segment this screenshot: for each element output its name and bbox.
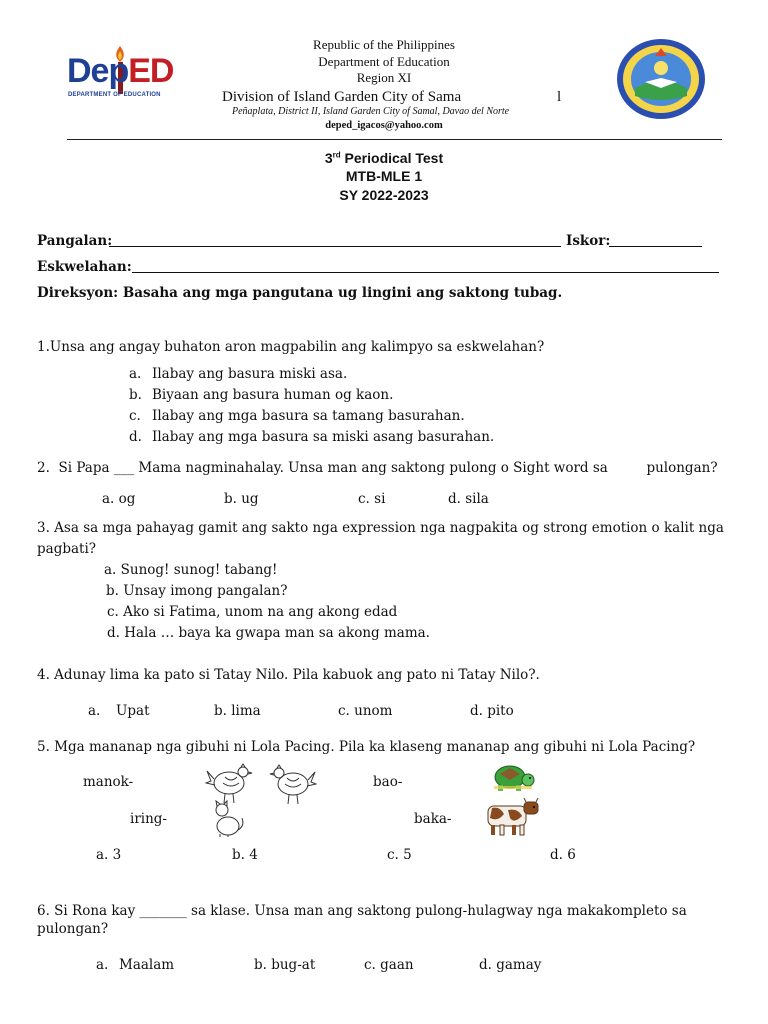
question-6-line-1: 6. Si Rona kay _______ sa klase. Unsa man ang saktong pulong-hulagway nga makakompleto sa xyxy=(37,903,687,919)
question-4: 4. Adunay lima ka pato si Tatay Nilo. Pila kabuok ang pato ni Tatay Nilo?. xyxy=(37,667,540,683)
school-field[interactable] xyxy=(132,272,719,273)
q3-option-a: a. Sunog! sunog! tabang! xyxy=(104,562,278,578)
q2-option-c: c. si xyxy=(358,491,386,507)
header-division: Division of Island Garden City of Sama xyxy=(222,89,462,105)
q4-option-d: d. pito xyxy=(470,703,514,719)
question-6-line-2: pulongan? xyxy=(37,921,109,937)
test-school-year: SY 2022-2023 xyxy=(339,187,429,203)
q2-option-b: b. ug xyxy=(224,491,259,507)
score-field[interactable] xyxy=(609,246,702,247)
q3-option-d: d. Hala … baya ka gwapa man sa akong mama. xyxy=(107,625,430,641)
q1-option-d-letter: d. xyxy=(129,429,142,445)
deped-logo-subtitle: DEPARTMENT OF EDUCATION xyxy=(68,92,161,98)
q5-option-d: d. 6 xyxy=(550,847,576,863)
test-subject: MTB-MLE 1 xyxy=(345,168,423,184)
header-address: Peñaplata, District II, Island Garden City of Samal, Davao del Norte xyxy=(232,106,510,117)
q1-option-a-letter: a. xyxy=(129,366,142,382)
q5-option-a: a. 3 xyxy=(96,847,122,863)
header-email: deped_igacos@yahoo.com xyxy=(325,120,443,131)
q1-option-d: Ilabay ang mga basura sa miski asang basurahan. xyxy=(152,429,495,445)
turtle-icon xyxy=(490,760,536,794)
q4-option-b: b. lima xyxy=(214,703,261,719)
q6-option-c: c. gaan xyxy=(364,957,414,973)
deped-logo-text: DepED xyxy=(67,52,174,90)
header-department: Department of Education xyxy=(318,54,450,69)
q3-option-c: c. Ako si Fatima, unom na ang akong edad xyxy=(107,604,398,620)
q6-option-a: Maalam xyxy=(119,957,175,973)
q1-option-c: Ilabay ang mga basura sa tamang basurahan. xyxy=(152,408,465,424)
header-republic: Republic of the Philippines xyxy=(313,37,455,52)
header-region: Region XI xyxy=(356,70,412,85)
q6-option-a-letter: a. xyxy=(96,957,109,973)
q2-option-a: a. og xyxy=(102,491,136,507)
cat-icon xyxy=(210,800,246,838)
score-label: Iskor: xyxy=(566,233,611,249)
q5-label-iring: iring- xyxy=(130,811,167,827)
cow-icon xyxy=(484,796,544,836)
chicken-icon xyxy=(205,763,253,805)
q5-label-bao: bao- xyxy=(373,774,403,790)
q6-option-d: d. gamay xyxy=(479,957,542,973)
q1-option-a: Ilabay ang basura miski asa. xyxy=(152,366,348,382)
q2-option-d: d. sila xyxy=(448,491,489,507)
name-field[interactable] xyxy=(109,246,561,247)
q4-option-a: Upat xyxy=(116,703,150,719)
school-label: Eskwelahan: xyxy=(37,259,132,275)
q3-option-b: b. Unsay imong pangalan? xyxy=(106,583,288,599)
header-divider xyxy=(67,139,722,140)
question-3-line-1: 3. Asa sa mga pahayag gamit ang sakto nga expression nga nagpakita og strong emotion o kalit nga xyxy=(37,520,724,536)
q5-option-b: b. 4 xyxy=(232,847,258,863)
question-5: 5. Mga mananap nga gibuhi ni Lola Pacing. Pila ka klaseng mananap ang gibuhi ni Lola Pacing? xyxy=(37,739,696,755)
test-title: 3rd Periodical Test xyxy=(324,150,444,166)
q5-option-c: c. 5 xyxy=(387,847,412,863)
q5-label-baka: baka- xyxy=(414,811,452,827)
q4-option-c: c. unom xyxy=(338,703,393,719)
header-division-stray-char: l xyxy=(557,89,562,105)
directions: Direksyon: Basaha ang mga pangutana ug lingini ang saktong tubag. xyxy=(37,285,563,301)
q4-option-a-letter: a. xyxy=(88,703,101,719)
q1-option-b-letter: b. xyxy=(129,387,142,403)
q6-option-b: b. bug-at xyxy=(254,957,316,973)
name-label: Pangalan: xyxy=(37,233,113,249)
question-3-line-2: pagbati? xyxy=(37,541,97,557)
chicken-icon xyxy=(267,764,317,806)
q1-option-c-letter: c. xyxy=(129,408,141,424)
question-1: 1.Unsa ang angay buhaton aron magpabilin ang kalimpyo sa eskwelahan? xyxy=(37,339,545,355)
question-2: 2. Si Papa ___ Mama nagminahalay. Unsa man ang saktong pulong o Sight word sa pulongan? xyxy=(37,460,718,476)
q5-label-manok: manok- xyxy=(83,774,134,790)
q1-option-b: Biyaan ang basura human og kaon. xyxy=(152,387,394,403)
